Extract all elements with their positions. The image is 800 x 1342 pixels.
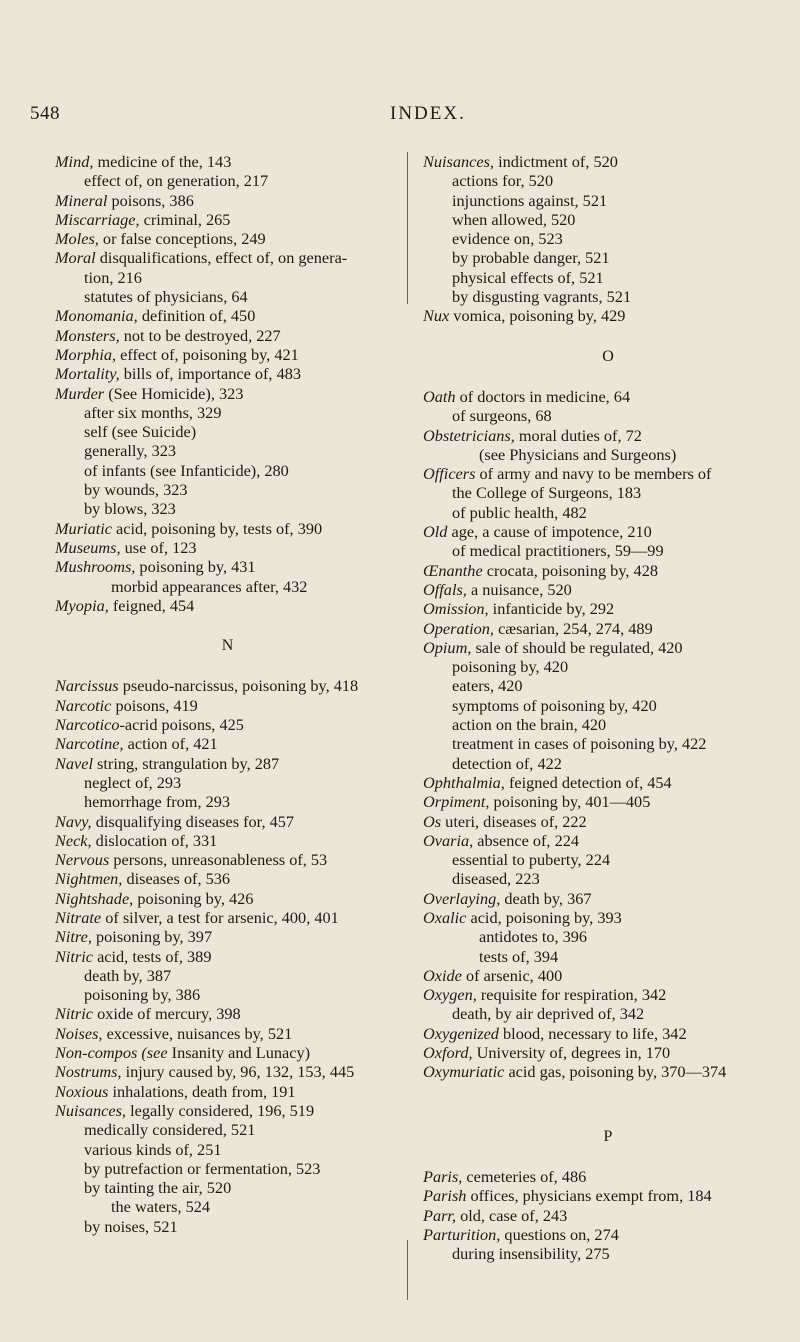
index-entry-text: acid, poisoning by, 393 xyxy=(466,907,622,927)
index-entry xyxy=(55,947,400,966)
index-entry xyxy=(423,599,793,618)
index-entry-text: diseases of, 536 xyxy=(122,869,231,889)
index-entry-text: medicine of the, 143 xyxy=(93,152,232,171)
index-term: Old xyxy=(423,522,448,542)
index-entry-text: pseudo-narcissus, poisoning by, 418 xyxy=(118,676,359,696)
index-entry-text: crocata, poisoning by, 428 xyxy=(482,560,658,580)
index-entry xyxy=(55,229,400,248)
index-subentry: neglect of, 293 xyxy=(84,772,182,792)
index-term: Ophthalmia, xyxy=(423,772,505,792)
index-subentry: poisoning by, 386 xyxy=(84,985,201,1005)
index-entry-text: vomica, poisoning by, 429 xyxy=(449,306,626,326)
index-entry-text: absence of, 224 xyxy=(473,830,579,850)
index-entry xyxy=(423,387,793,406)
index-entry-text: oxide of mercury, 398 xyxy=(93,1004,241,1024)
index-subentry: death, by air deprived of, 342 xyxy=(452,1004,645,1024)
index-term: Orpiment, xyxy=(423,792,490,812)
index-entry-text: or false conceptions, 249 xyxy=(98,229,266,249)
index-entry xyxy=(423,1043,793,1062)
index-subentry: poisoning by, 420 xyxy=(452,657,569,677)
index-subentry: medically considered, 521 xyxy=(84,1120,256,1140)
index-entry xyxy=(55,596,400,615)
index-subentry: detection of, 422 xyxy=(452,753,562,773)
index-entry-text: offices, physicians exempt from, 184 xyxy=(466,1186,712,1206)
index-subentry: self (see Suicide) xyxy=(84,422,197,442)
index-term: Nervous xyxy=(55,850,110,870)
index-entry-text: feigned detection of, 454 xyxy=(504,772,672,792)
index-term: Myopia, xyxy=(55,595,109,615)
index-entry xyxy=(55,1043,400,1062)
index-subentry: hemorrhage from, 293 xyxy=(84,792,231,812)
index-term: Parturition, xyxy=(423,1224,501,1244)
index-entry xyxy=(55,754,400,773)
index-term: Narcotic xyxy=(55,695,112,715)
index-term: Moral xyxy=(55,248,96,268)
index-entry-text: feigned, 454 xyxy=(108,595,195,615)
index-term: Oath xyxy=(423,386,456,406)
index-entry-text: acid, tests of, 389 xyxy=(93,946,212,966)
index-term: Oxford, xyxy=(423,1043,473,1063)
index-entry-text: death by, 367 xyxy=(500,888,592,908)
index-entry xyxy=(55,812,400,831)
index-term: Noises, xyxy=(55,1023,103,1043)
index-entry xyxy=(423,1225,793,1244)
index-subentry: effect of, on generation, 217 xyxy=(84,171,269,191)
index-subentry: of public health, 482 xyxy=(452,502,587,522)
index-entry-text: poisoning by, 397 xyxy=(91,927,213,947)
index-subentry: by probable danger, 521 xyxy=(452,248,610,268)
index-term: Monsters, xyxy=(55,325,120,345)
index-entry-text: of doctors in medicine, 64 xyxy=(455,386,631,406)
index-entry-text: excessive, nuisances by, 521 xyxy=(102,1023,293,1043)
index-entry xyxy=(55,715,400,734)
index-subentry: by blows, 323 xyxy=(84,499,176,519)
index-term: Omission, xyxy=(423,599,489,619)
index-subentry: morbid appearances after, 432 xyxy=(111,576,308,596)
index-subentry: by wounds, 323 xyxy=(84,480,188,500)
index-entry-text: dislocation of, 331 xyxy=(91,830,218,850)
index-subentry: essential to puberty, 224 xyxy=(452,850,611,870)
index-entry xyxy=(55,696,400,715)
index-entry-text: poisoning by, 401—405 xyxy=(489,792,651,812)
index-entry xyxy=(423,1167,793,1186)
index-term: Narcotine, xyxy=(55,734,124,754)
index-term: Oxygen, xyxy=(423,985,477,1005)
index-entry-text: poisoning by, 431 xyxy=(135,557,256,577)
index-subentry: diseased, 223 xyxy=(452,869,540,889)
index-entry-text: questions on, 274 xyxy=(500,1224,619,1244)
index-entry xyxy=(55,210,400,229)
index-subentry: the waters, 524 xyxy=(111,1197,211,1217)
section-gap xyxy=(423,1082,793,1106)
index-term: Nitric xyxy=(55,946,93,966)
index-term: Nostrums, xyxy=(55,1062,122,1082)
index-entry xyxy=(423,831,793,850)
index-subentry: by tainting the air, 520 xyxy=(84,1178,232,1198)
page-header xyxy=(30,103,750,133)
index-entry xyxy=(55,1082,400,1101)
column-divider-top xyxy=(407,152,408,304)
index-entry xyxy=(55,734,400,753)
index-subentry: treatment in cases of poisoning by, 422 xyxy=(452,734,707,754)
index-entry xyxy=(423,426,793,445)
index-subentry: by noises, 521 xyxy=(84,1216,178,1236)
index-term: Narcissus xyxy=(55,676,119,696)
index-entry xyxy=(423,889,793,908)
index-entry xyxy=(423,985,793,1004)
index-entry xyxy=(423,1024,793,1043)
index-entry-text: moral duties of, 72 xyxy=(514,425,642,445)
index-entry xyxy=(423,580,793,599)
index-subentry: after six months, 329 xyxy=(84,402,222,422)
index-entry xyxy=(55,927,400,946)
index-entry-text: not to be destroyed, 227 xyxy=(119,325,281,345)
index-term: Murder xyxy=(55,383,105,403)
index-term: Nitric xyxy=(55,1004,93,1024)
index-entry-text: sale of should be regulated, 420 xyxy=(471,637,683,657)
index-entry xyxy=(55,869,400,888)
index-entry xyxy=(55,248,400,267)
index-term: Œnanthe xyxy=(423,560,483,580)
index-entry-text: acid, poisoning by, tests of, 390 xyxy=(111,518,323,538)
index-entry xyxy=(55,557,400,576)
index-subentry: injunctions against, 521 xyxy=(452,190,608,210)
index-entry-text: poisons, 386 xyxy=(107,190,194,210)
index-entry xyxy=(55,306,400,325)
index-subentry: the College of Surgeons, 183 xyxy=(452,483,642,503)
index-entry xyxy=(423,908,793,927)
index-entry-text: string, strangulation by, 287 xyxy=(92,753,280,773)
index-term: Muriatic xyxy=(55,518,112,538)
index-subentry: of medical practitioners, 59—99 xyxy=(452,541,664,561)
index-entry-text: of silver, a test for arsenic, 400, 401 xyxy=(101,907,339,927)
index-subentry: symptoms of poisoning by, 420 xyxy=(452,695,657,715)
index-entry-text: legally considered, 196, 519 xyxy=(126,1100,315,1120)
index-entry xyxy=(55,831,400,850)
index-subentry: (see Physicians and Surgeons) xyxy=(479,444,677,464)
index-entry xyxy=(423,966,793,985)
section-letter: P xyxy=(603,1127,613,1145)
index-term: Oxide xyxy=(423,965,462,985)
index-entry xyxy=(55,538,400,557)
index-term: Paris, xyxy=(423,1166,463,1186)
index-entry xyxy=(55,364,400,383)
index-subentry: tests of, 394 xyxy=(479,946,559,966)
running-head: INDEX. xyxy=(390,103,466,124)
index-term: Nitre, xyxy=(55,927,92,947)
index-term: Museums, xyxy=(55,537,121,557)
index-subentry: of infants (see Infanticide), 280 xyxy=(84,460,289,480)
index-term: Opium, xyxy=(423,637,472,657)
index-entry-text: action of, 421 xyxy=(123,734,218,754)
index-term: Nuisances, xyxy=(55,1100,126,1120)
index-subentry: actions for, 520 xyxy=(452,171,554,191)
index-term: Neck, xyxy=(55,830,92,850)
index-column-left xyxy=(55,152,400,1236)
index-entry xyxy=(423,1186,793,1205)
index-entry-text: of army and navy to be members of xyxy=(475,464,712,484)
index-entry-text: Insanity and Lunacy) xyxy=(167,1043,311,1063)
index-entry-text: effect of, poisoning by, 421 xyxy=(116,344,299,364)
index-entry-text: bills of, importance of, 483 xyxy=(119,364,301,384)
index-subentry: action on the brain, 420 xyxy=(452,715,607,735)
index-entry-text: acid gas, poisoning by, 370—374 xyxy=(504,1062,727,1082)
index-subentry: antidotes to, 396 xyxy=(479,927,588,947)
index-term: Moles, xyxy=(55,229,99,249)
section-letter: N xyxy=(221,637,234,655)
index-subentry: evidence on, 523 xyxy=(452,229,563,249)
index-entry-text: definition of, 450 xyxy=(137,306,256,326)
index-entry xyxy=(55,850,400,869)
index-entry xyxy=(55,676,400,695)
index-term: Nux xyxy=(423,306,450,326)
index-term: Noxious xyxy=(55,1081,109,1101)
page-number: 548 xyxy=(30,103,60,124)
index-term: Oxalic xyxy=(423,907,467,927)
index-entry-text: blood, necessary to life, 342 xyxy=(498,1023,687,1043)
index-entry xyxy=(423,561,793,580)
index-entry xyxy=(423,773,793,792)
index-term: Mushrooms, xyxy=(55,557,136,577)
index-entry-text: inhalations, death from, 191 xyxy=(108,1081,296,1101)
index-entry xyxy=(55,152,400,171)
index-entry xyxy=(423,638,793,657)
index-entry xyxy=(55,1024,400,1043)
index-entry xyxy=(55,519,400,538)
index-term: Parish xyxy=(423,1186,467,1206)
index-entry-text: old, case of, 243 xyxy=(456,1205,568,1225)
index-entry xyxy=(423,812,793,831)
index-entry-text: of arsenic, 400 xyxy=(461,965,563,985)
index-subentry: during insensibility, 275 xyxy=(452,1244,610,1264)
index-term: Monomania, xyxy=(55,306,138,326)
index-term: Parr, xyxy=(423,1205,457,1225)
index-column-right xyxy=(423,152,793,1263)
index-entry xyxy=(423,1206,793,1225)
index-entry xyxy=(55,889,400,908)
index-term: Os xyxy=(423,811,442,831)
index-term: Miscarriage, xyxy=(55,209,140,229)
index-subentry: of surgeons, 68 xyxy=(452,406,552,426)
index-term: Morphia, xyxy=(55,344,117,364)
index-term: Narcotico xyxy=(55,715,120,735)
index-term: Nightshade, xyxy=(55,888,134,908)
index-entry-text: University of, degrees in, 170 xyxy=(472,1043,671,1063)
index-term: Oxymuriatic xyxy=(423,1062,505,1082)
index-term: Ovaria, xyxy=(423,830,474,850)
index-subentry: tion, 216 xyxy=(84,267,142,287)
index-entry-text: cemeteries of, 486 xyxy=(462,1166,587,1186)
index-entry xyxy=(55,1004,400,1023)
index-subentry: various kinds of, 251 xyxy=(84,1139,222,1159)
index-entry-text: poisons, 419 xyxy=(111,695,198,715)
index-entry-text: infanticide by, 292 xyxy=(488,599,615,619)
index-entry-text: criminal, 265 xyxy=(139,209,231,229)
index-entry-text: -acrid poisons, 425 xyxy=(119,715,244,735)
index-entry-text: (See Homicide), 323 xyxy=(104,383,244,403)
index-entry xyxy=(55,326,400,345)
index-entry xyxy=(55,345,400,364)
index-entry-text: use of, 123 xyxy=(120,537,197,557)
index-entry xyxy=(55,1101,400,1120)
index-term: Nuisances, xyxy=(423,152,494,171)
index-entry xyxy=(423,619,793,638)
index-entry xyxy=(55,908,400,927)
index-entry-text: poisoning by, 426 xyxy=(133,888,254,908)
index-entry-text: persons, unreasonableness of, 53 xyxy=(109,850,328,870)
index-entry xyxy=(423,792,793,811)
index-entry-text: requisite for respiration, 342 xyxy=(476,985,667,1005)
index-term: Mortality, xyxy=(55,364,120,384)
index-subentry: physical effects of, 521 xyxy=(452,267,604,287)
index-entry-text: uteri, diseases of, 222 xyxy=(441,811,587,831)
index-entry-text: age, a cause of impotence, 210 xyxy=(447,522,652,542)
index-subentry: by disgusting vagrants, 521 xyxy=(452,287,632,307)
index-entry-text: a nuisance, 520 xyxy=(466,579,572,599)
index-term: Non-compos (see xyxy=(55,1043,168,1063)
index-entry xyxy=(423,1062,793,1081)
index-subentry: death by, 387 xyxy=(84,965,172,985)
index-entry-text: indictment of, 520 xyxy=(494,152,618,171)
index-term: Nitrate xyxy=(55,907,102,927)
index-term: Offals, xyxy=(423,579,467,599)
index-subentry: by putrefaction or fermentation, 523 xyxy=(84,1158,321,1178)
index-entry xyxy=(423,152,793,171)
index-term: Mind, xyxy=(55,152,94,171)
index-subentry: statutes of physicians, 64 xyxy=(84,287,248,307)
index-entry-text: disqualifying diseases for, 457 xyxy=(91,811,295,831)
index-subentry: eaters, 420 xyxy=(452,676,523,696)
index-entry-text: injury caused by, 96, 132, 153, 445 xyxy=(121,1062,355,1082)
index-term: Mineral xyxy=(55,190,108,210)
index-entry xyxy=(55,191,400,210)
index-term: Oxygenized xyxy=(423,1023,499,1043)
index-entry-text: disqualifications, effect of, on genera- xyxy=(95,248,348,268)
index-term: Navel xyxy=(55,753,93,773)
index-entry-text: cæsarian, 254, 274, 489 xyxy=(494,618,653,638)
index-entry xyxy=(423,306,793,325)
index-entry xyxy=(55,1062,400,1081)
index-term: Nightmen, xyxy=(55,869,123,889)
index-subentry: when allowed, 520 xyxy=(452,209,576,229)
index-term: Navy, xyxy=(55,811,92,831)
index-subentry: generally, 323 xyxy=(84,441,177,461)
column-divider-bottom xyxy=(407,1240,408,1300)
index-entry xyxy=(423,522,793,541)
index-term: Overlaying, xyxy=(423,888,501,908)
index-entry xyxy=(55,384,400,403)
index-term: Operation, xyxy=(423,618,494,638)
index-term: Obstetricians, xyxy=(423,425,515,445)
index-term: Officers xyxy=(423,464,476,484)
index-entry xyxy=(423,464,793,483)
section-letter: O xyxy=(602,347,614,365)
